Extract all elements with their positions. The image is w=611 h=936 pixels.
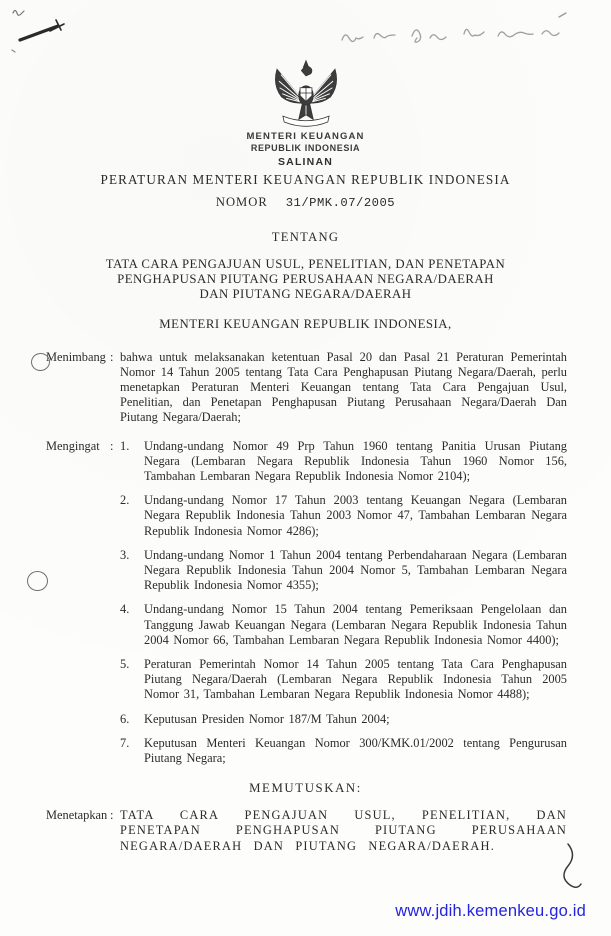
item-number: 6. — [120, 711, 130, 726]
menimbang-text: bahwa untuk melaksanakan ketentuan Pasal 20 dan Pasal 21 Peraturan Pemerintah Nomor 14 Tahun 2005 tentang Tata Cara Penghapusan Piutang Negara/Daerah, perlu menetapkan Peraturan Menteri Keuangan tentang Tata Cara Pengajuan Usul, Penelitian, dan Penetapan Penghapusan Piutang Perusahaan Negara/Daerah Dan Piutang Negara/Daerah; — [120, 349, 567, 425]
handwritten-note-top-right — [330, 16, 570, 61]
regulation-title: PERATURAN MENTERI KEUANGAN REPUBLIK INDONESIA — [100, 172, 511, 187]
item-text: Keputusan Presiden Nomor 187/M Tahun 2004; — [144, 711, 390, 726]
item-number: 5. — [120, 657, 130, 672]
mengingat-item — [120, 712, 567, 727]
mengingat-item — [120, 602, 567, 648]
garuda-pancasila-icon — [273, 58, 339, 128]
issuing-authority: MENTERI KEUANGAN REPUBLIK INDONESIA, — [159, 316, 452, 331]
subject-line: DAN PIUTANG NEGARA/DAERAH — [199, 287, 412, 302]
subject-line: TATA CARA PENGAJUAN USUL, PENELITIAN, DAN PENETAPAN — [105, 257, 506, 271]
item-text: Undang-undang Nomor 1 Tahun 2004 tentang Perbendaharaan Negara (Lembaran Negara Republik Indonesia Tahun 2004 Nomor 5, Tambahan Lembaran Negara Republik Indonesia Nomor 4355); — [144, 547, 567, 593]
item-number: 4. — [120, 602, 130, 617]
item-number: 7. — [120, 735, 130, 750]
menetapkan-label: Menetapkan — [46, 808, 108, 823]
handwritten-flourish — [546, 838, 588, 896]
subject-line: PENGHAPUSAN PIUTANG PERUSAHAAN NEGARA/DAERAH — [117, 272, 494, 287]
menetapkan-colon: : — [110, 808, 114, 823]
mengingat-colon: : — [110, 438, 114, 453]
menetapkan-text: TATA CARA PENGAJUAN USUL, PENELITIAN, DAN PENETAPAN PENGHAPUSAN PIUTANG PERUSAHAAN NEGARA/DAERAH DAN PIUTANG NEGARA/DAERAH. — [120, 808, 567, 853]
item-number: 1. — [120, 438, 130, 453]
item-number: 2. — [120, 493, 130, 508]
nomor-value: 31/PMK.07/2005 — [285, 196, 396, 210]
nomor-label: NOMOR — [215, 195, 268, 209]
menimbang-colon: : — [110, 349, 114, 364]
regulation-number-line — [0, 194, 611, 211]
mengingat-item — [120, 657, 567, 703]
item-text: Undang-undang Nomor 17 Tahun 2003 tentang Keuangan Negara (Lembaran Negara Republik Indonesia Tahun 2003 Nomor 47, Tambahan Lembaran Negara Republik Indonesia Nomor 4286); — [144, 493, 567, 538]
menimbang-clause — [46, 350, 567, 426]
salinan-label: SALINAN — [277, 156, 334, 168]
hole-punch-bottom — [27, 571, 48, 591]
mengingat-item — [120, 439, 567, 485]
memutuskan-heading: MEMUTUSKAN: — [249, 781, 362, 796]
mengingat-label: Mengingat — [46, 438, 100, 453]
menetapkan-clause — [46, 808, 567, 854]
jdih-watermark-url[interactable]: www.jdih.kemenkeu.go.id — [395, 902, 586, 920]
ministry-name: MENTERI KEUANGAN — [246, 131, 365, 142]
menimbang-label: Menimbang — [46, 349, 106, 364]
item-text: Undang-undang Nomor 49 Prp Tahun 1960 tentang Panitia Urusan Piutang Negara (Lembaran Negara Republik Indonesia Tahun 1960 Nomor 156, Tambahan Lembaran Negara Republik Indonesia Nomor 2104); — [144, 438, 567, 484]
tentang-label: TENTANG — [271, 230, 340, 244]
handwritten-mark-top-left — [4, 4, 99, 59]
item-number: 3. — [120, 547, 130, 562]
mengingat-clause — [46, 439, 567, 767]
republic-name: REPUBLIK INDONESIA — [250, 143, 361, 153]
item-text: Keputusan Menteri Keuangan Nomor 300/KMK.01/2002 tentang Pengurusan Piutang Negara; — [144, 735, 567, 766]
mengingat-item — [120, 493, 567, 539]
item-text: Peraturan Pemerintah Nomor 14 Tahun 2005 tentang Tata Cara Penghapusan Piutang Negara/Daerah (Lembaran Negara Republik Indonesia Tahun 2005 Nomor 31, Tambahan Lembaran Negara Republik Indonesia Nomor 4488); — [144, 657, 567, 702]
item-text: Undang-undang Nomor 15 Tahun 2004 tentang Pemeriksaan Pengelolaan dan Tanggung Jawab Keuangan Negara (Lembaran Negara Republik Indonesia Tahun 2004 Nomor 66, Tambahan Lembaran Negara Republik Indonesia Nomor 4400); — [144, 602, 567, 647]
handwritten-tick-mark — [556, 8, 576, 22]
mengingat-items — [120, 439, 567, 767]
mengingat-item — [120, 548, 567, 594]
regulation-subject — [0, 257, 611, 303]
mengingat-item — [120, 736, 567, 766]
